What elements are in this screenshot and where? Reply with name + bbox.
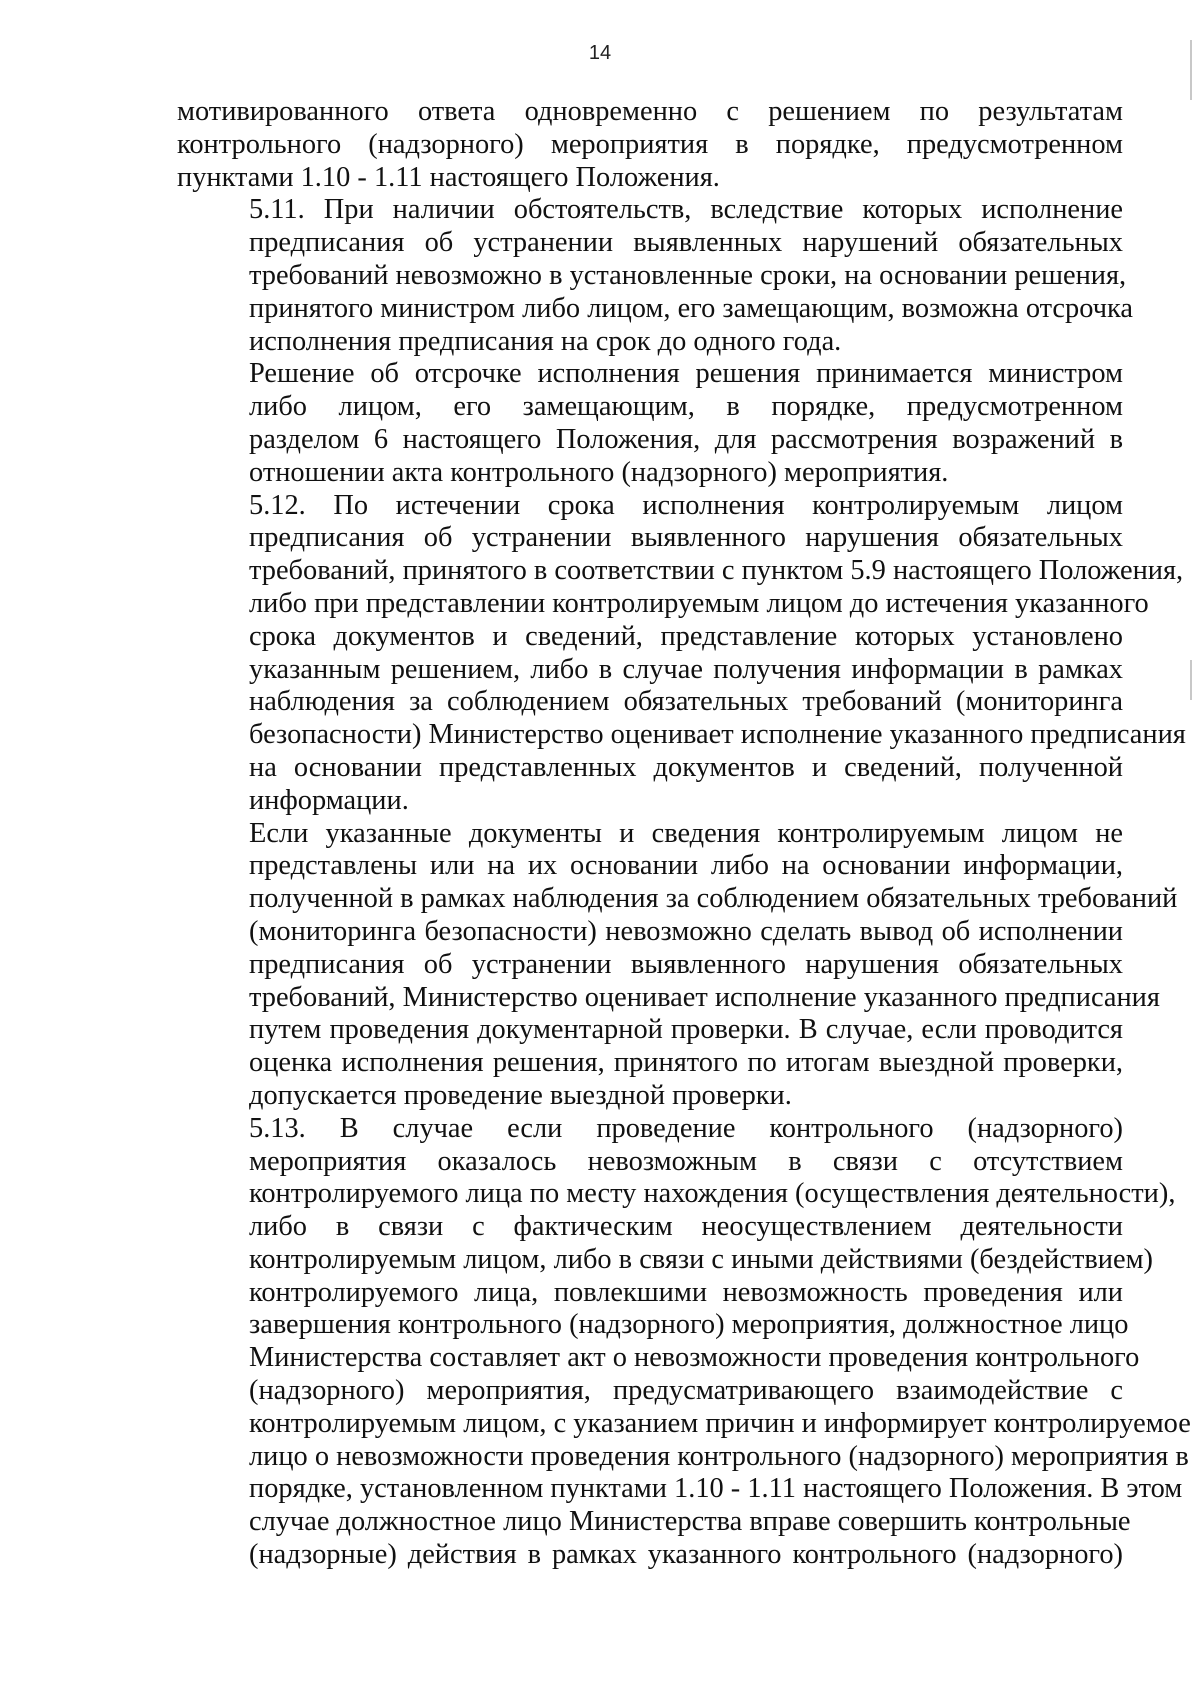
text-line: (надзорные) действия в рамках указанного контрольного (надзорного) <box>249 1539 1123 1571</box>
text-line: требований, принятого в соответствии с пунктом 5.9 настоящего Положения, <box>249 555 1184 587</box>
text-line: оценка исполнения решения, принятого по итогам выездной проверки, <box>249 1047 1123 1079</box>
text-line: указанным решением, либо в случае получения информации в рамках <box>249 653 1123 685</box>
page-number: 14 <box>588 42 612 64</box>
document-body <box>177 96 1191 1572</box>
text-line: Решение об отсрочке исполнения решения принимается министром <box>249 358 1123 390</box>
paragraph <box>177 96 1123 194</box>
text-line: безопасности) Министерство оценивает исполнение указанного предписания <box>249 719 1186 751</box>
text-line: 5.11. При наличии обстоятельств, вследствие которых исполнение <box>249 194 1123 226</box>
text-line: контролируемым лицом, либо в связи с иными действиями (бездействием) <box>249 1243 1154 1275</box>
text-line: Если указанные документы и сведения контролируемым лицом не <box>249 817 1123 849</box>
text-line: наблюдения за соблюдением обязательных требований (мониторинга <box>249 686 1123 718</box>
text-line: разделом 6 настоящего Положения, для рассмотрения возражений в <box>249 423 1123 455</box>
text-line: 5.12. По истечении срока исполнения контролируемым лицом <box>249 489 1123 521</box>
text-line: либо в связи с фактическим неосуществлением деятельности <box>249 1211 1123 1243</box>
text-line: представлены или на их основании либо на основании информации, <box>249 850 1123 882</box>
text-line: контрольного (надзорного) мероприятия в порядке, предусмотренном <box>177 128 1123 160</box>
paragraph <box>177 817 1178 1113</box>
text-line: требований, Министерство оценивает исполнение указанного предписания <box>249 981 1160 1013</box>
text-line: предписания об устранении выявленного нарушения обязательных <box>249 522 1123 554</box>
paragraph <box>177 358 1123 489</box>
text-line: срока документов и сведений, представление которых установлено <box>249 620 1123 652</box>
text-line: путем проведения документарной проверки. В случае, если проводится <box>249 1014 1123 1046</box>
paragraph <box>177 194 1133 358</box>
text-line: отношении акта контрольного (надзорного) мероприятия. <box>249 456 949 488</box>
text-line: порядке, установленном пунктами 1.10 - 1.11 настоящего Положения. В этом <box>249 1473 1183 1505</box>
scan-edge-mark <box>1190 40 1192 100</box>
text-line: полученной в рамках наблюдения за соблюдением обязательных требований <box>249 883 1178 915</box>
text-line: контролируемого лица по месту нахождения (осуществления деятельности), <box>249 1178 1176 1210</box>
text-line: принятого министром либо лицом, его замещающим, возможна отсрочка <box>249 292 1133 324</box>
text-line: (надзорного) мероприятия, предусматривающего взаимодействие с <box>249 1375 1123 1407</box>
paragraph <box>177 489 1186 818</box>
text-line: (мониторинга безопасности) невозможно сделать вывод об исполнении <box>249 915 1123 947</box>
text-line: пунктами 1.10 - 1.11 настоящего Положения. <box>177 161 720 193</box>
text-line: завершения контрольного (надзорного) мероприятия, должностное лицо <box>249 1309 1129 1341</box>
text-line: исполнения предписания на срок до одного года. <box>249 325 842 357</box>
scan-edge-mark <box>1190 660 1192 700</box>
text-line: мотивированного ответа одновременно с решением по результатам <box>177 96 1123 127</box>
text-line: либо при представлении контролируемым лицом до истечения указанного <box>249 587 1149 619</box>
text-line: лицо о невозможности проведения контрольного (надзорного) мероприятия в <box>249 1440 1189 1472</box>
paragraph <box>177 1112 1191 1572</box>
text-line: предписания об устранении выявленных нарушений обязательных <box>249 227 1123 259</box>
text-line: случае должностное лицо Министерства вправе совершить контрольные <box>249 1506 1131 1538</box>
text-line: контролируемым лицом, с указанием причин и информирует контролируемое <box>249 1407 1191 1439</box>
text-line: Министерства составляет акт о невозможности проведения контрольного <box>249 1342 1140 1374</box>
text-line: 5.13. В случае если проведение контрольного (надзорного) <box>249 1112 1123 1144</box>
text-line: на основании представленных документов и сведений, полученной <box>249 751 1123 783</box>
text-line: допускается проведение выездной проверки. <box>249 1079 792 1111</box>
text-line: требований невозможно в установленные сроки, на основании решения, <box>249 259 1127 291</box>
text-line: контролируемого лица, повлекшими невозможность проведения или <box>249 1276 1123 1308</box>
text-line: предписания об устранении выявленного нарушения обязательных <box>249 948 1123 980</box>
text-line: мероприятия оказалось невозможным в связи с отсутствием <box>249 1145 1123 1177</box>
text-line: либо лицом, его замещающим, в порядке, предусмотренном <box>249 391 1123 423</box>
text-line: информации. <box>249 784 409 816</box>
